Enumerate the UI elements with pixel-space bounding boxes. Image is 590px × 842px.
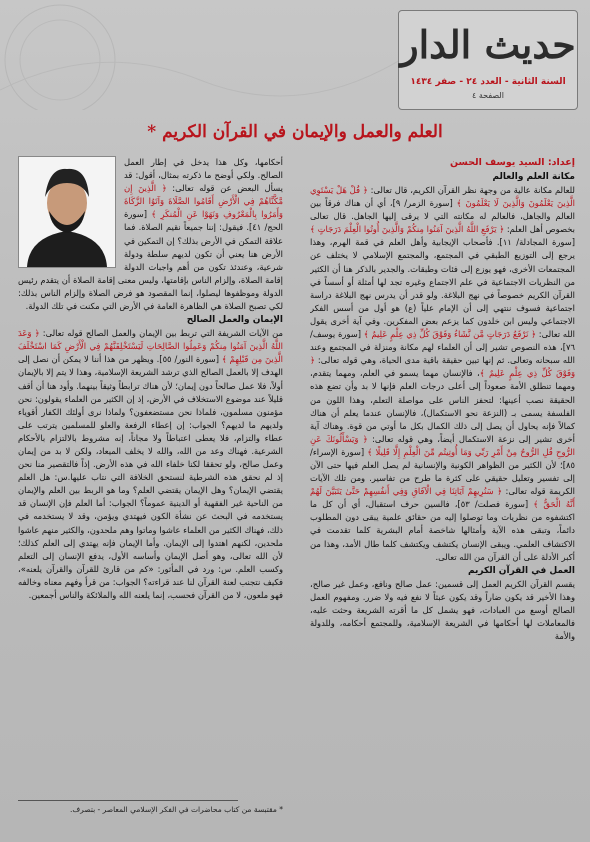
- body-text: [سورة النور/ ٥٥]. ويظهر من هذا أننا لا يمكن أن نصل إلى الهدف إلا بالعمل الصالح الذي ترشد الشريعة الإسلامية، وهذا لا يتم إلا بالإيمان أولاً، فلا عمل صالحاً دون إيمان؛ لأن هناك ترابطاً وثيقاً بينهما. وأود هنا أن أقف قليلاً عند موضوع الاستخلاف في الأرض، إذ إن الكثير من العلماء يقولون: نحن مؤمنون مسلمون، فلماذا نحن مستضعفون؟ ولماذا نرى أولئك الكفار أقوياء ولديهم ما لديهم؟ الجواب: إن إعطاء الرفعة والعلو للمسلمين يترتب على عطاء والتزام، فلا يعطى اعتباطاً ولا مجاناً، إنه مشروط بالالتزام بالأحكام الشرعية. فهناك وعد من الله، والله لا يخلف الميعاد، ولكن لا بد من إيمان وعمل صالح، ولو تحققا لكنا خلفاء الله في هذه الأرض. إذاً فالتقصير منا نحن إذ لم نحقق هذه الشرطية لنستحق الخلافة التي نتاب عليها.: [18, 354, 283, 483]
- masthead-issue-info: السنة الثانية - العدد ٢٤ - صفر ١٤٣٤: [410, 77, 566, 87]
- masthead-page-number: الصفحة ٤: [472, 91, 504, 100]
- quran-verse: ﴿ وَفَوْقَ كُلِّ ذِي عِلْمٍ عَلِيمٌ ﴾: [310, 355, 575, 379]
- quran-verse: ﴿ الَّذِينَ إِن مَّكَّنَّاهُمْ فِي الْأَرْضِ أَقَامُوا الصَّلَاةَ وَآتَوُا الزَّكَاةَ وَأَمَرُوا بِالْمَعْرُوفِ وَنَهَوْا عَنِ الْمُنكَرِ ﴾: [124, 183, 283, 220]
- masthead-title: حديث الدار: [400, 22, 576, 67]
- footnote-divider: [18, 800, 238, 801]
- article-column-right: [310, 156, 575, 836]
- body-text: للعالم مكانة عالية من وجهة نظر القرآن الكريم، قال تعالى:: [367, 185, 575, 195]
- section-heading: العمل في القرآن الكريم: [467, 565, 575, 576]
- footnote: * مقتبسة من كتاب محاضرات في الفكر الإسلامي المعاصر - بتصرف.: [70, 805, 283, 814]
- body-text: [سورة المجادلة/ ١١]. فأصحاب الإيجابية وأهل العلم في قمة الهرم، وهذا يرجع إلى التوزيع الطبقي في المجتمع، والمجتمع الإسلامي لا يختلف عن المجتمعات الأخرى، فهو يوزع إلى فئات وطبقات. والجدير بالذكر هنا أن الكثير من النظريات الاجتماعية في علم الاجتماع وغيره تجد لها أمثلة أو أسساً في القرآن الكريم خصوصاً في نهج البلاغة. ولو قدر أن يدرس نهج البلاغة دراسة اجتماعية فسوف ننتهي إلى أن الإمام علياً (ع) هو أول من أسس الفكر الاجتماعي وليس ابن خلدون كما يزعم بعض المفكرين. وفي آية أخرى يقول الله تعالى:: [310, 237, 575, 340]
- quran-verse: ﴿ يَرْفَعِ اللَّهُ الَّذِينَ آمَنُوا مِنكُمْ وَالَّذِينَ أُوتُوا الْعِلْمَ دَرَجَاتٍ ﴾: [310, 224, 505, 235]
- body-text: ، فالإنسان مهما يسمو في العلم، ومهما يتقدم، ومهما تنطلق الأمة صعوداً إلى أعلى درجات العلم فإنها لا بد وأن تضع هذه الحقيقة نصب أعينها: لتحفز الناس على مواصلة التعلم، وهذا اللون من الفلسفة يسمى بـ (النزعة نحو الاستكمال)، فالإنسان عندما يعلم أن هناك كمالاً فإنه يحاول أن يصل إلى ذلك الكمال بكل ما أوتي من قوة. وهناك آية أخرى تشير إلى نزعة الاستكمال أيضاً، وهي قوله تعالى:: [310, 368, 575, 444]
- section-heading: مكانة العلم والعالم: [492, 172, 575, 182]
- quran-verse: ﴿ قُلْ هَلْ يَسْتَوِي الَّذِينَ يَعْلَمُونَ وَالَّذِينَ لَا يَعْلَمُونَ ﴾: [310, 185, 575, 209]
- body-text: س: هل العلم يقتضي الإيمان؟ وهل الإيمان يقتضي العلم؟ وما هو الربط بين العلم والإيمان من الناحية غير الفقهية أو الدينية عموماً؟ الجواب: أما العلم فإن الإنسان قد يستخدمه في البحث عن نشأة الكون فيهتدي ويؤمن، وقد لا يستخدمه في ذلك، فهناك الكثير من العلماء عاشوا وماتوا وهم ملحدون، والكثير منهم عاشوا ملحدين، لكنهم اهتدوا إلى الإيمان. وأما الإيمان فإنه يهتدي إلى العلم كذلك؛ لأن الله تعالى، وهو أصل الإيمان وأساسه الأول، يدفع الإنسان إلى التعلم وكسب العلم. س: ورد في المأثور: «كم من قارئ للقرآن والقرآن يلعنه»، فكيف نتجنب لعنة القرآن لنا عند قراءته؟ الجواب: من قرأ وفهم معناه وخالفه فهو ملعون، لا من القرآن فحسب، إنما يلعنه الله والملائكة والناس أجمعين.: [18, 472, 283, 600]
- article-title: العلم والعمل والإيمان في القرآن الكريم *: [147, 122, 443, 142]
- article-author: إعداد: السيد يوسف الحسن: [449, 157, 575, 168]
- masthead: [398, 10, 578, 110]
- body-text: أحكامها، وكل هذا يدخل في إطار العمل الصالح. ولكي أوضح ما ذكرته بمثال، أقول: قد يسأل البعض عن قوله تعالى:: [124, 157, 283, 194]
- body-text: [سورة يوسف/ ٧٦]، هذه النصوص تشير إلى أن العلماء لهم مكانة ومنزلة في المجتمع وعند الله سبحانه وتعالى. ثم إنها تبين حقيقة باقية مدى الحياة، وهي قوله تعالى:: [310, 329, 575, 366]
- paragraph: [310, 184, 575, 564]
- quran-verse: ﴿ وَعَدَ اللَّهُ الَّذِينَ آمَنُوا مِنكُمْ وَعَمِلُوا الصَّالِحَاتِ لَيَسْتَخْلِفَنَّهُمْ فِي الْأَرْضِ كَمَا اسْتَخْلَفَ الَّذِينَ مِن قَبْلِهِمْ ﴾: [18, 328, 283, 365]
- section-heading: الإيمان والعمل الصالح: [186, 315, 283, 326]
- body-text: [سورة الحج/ ٤١]. فيقول: إننا جميعاً نقيم الصلاة. فما علاقة التمكن في الأرض بذلك؟ إن التمكين في الأرض هنا يعني أن تكون لديهم سلطة ودولة شرعية، وعندئذ تكون من أهم واجبات الدولة إقامة الصلاة، وإلزام الناس بإقامتها، وليس معنى إقامة الصلاة أن يتقدم رئيس الدولة وموظفوها ليصلوا، إنما المقصود هو فرض الصلاة وإلزام الناس بذلك: لكي تصبح الصلاة هي الظاهرة العامة في الأرض التي مكنت في تلك الدولة.: [18, 209, 283, 312]
- article-column-left: [18, 156, 283, 836]
- quran-verse: ﴿ نَرْفَعُ دَرَجَاتٍ مَّن نَّشَاءُ وَفَوْقَ كُلِّ ذِي عِلْمٍ عَلِيمٌ ﴾: [363, 329, 537, 340]
- body-text: يقسم القرآن الكريم العمل إلى قسمين: عمل صالح ونافع، وعمل غير صالح، وهذا الأخير قد يكون ضاراً وقد يكون عبثاً لا نفع فيه ولا ضرر. ومفهوم العمل الصالح أوسع من العبادات، فهو يشمل كل ما أقرته الشريعة وحثت عليه، فالمعاملات لها أحكامها في الشريعة الإسلامية، وللمجتمع أحكامه، وللدولة والأمة: [310, 578, 575, 642]
- background-decoration: [0, 0, 400, 110]
- author-photo: [18, 156, 116, 268]
- body-text: [سورة الزمر/ ٩]، أي أن هناك فرقاً بين العالم والجاهل، فالعالم له مكانته التي لا يرقى إليها الجاهل. قال تعالى بخصوص أهل العلم:: [310, 198, 575, 235]
- right-column-body: [310, 170, 575, 643]
- body-text: [سورة الإسراء/ ٨٥]؛ لأن الكثير من الظواهر الكونية والإنسانية لم يصل العلم فيها حتى الآن إلى تفسير وتعليل حقيقي على كثرة ما طرح من تفاسير. ومن تلك الآيات الكريمة قوله تعالى:: [310, 446, 575, 497]
- quran-verse: ﴿ وَيَسْأَلُونَكَ عَنِ الرُّوحِ قُلِ الرُّوحُ مِنْ أَمْرِ رَبِّي وَمَا أُوتِيتُم مِّنَ الْعِلْمِ إِلَّا قَلِيلًا ﴾: [310, 433, 575, 457]
- body-text: [سورة فصلت/ ٥٣]، فالسين حرف استقبال، أي أن كل ما اكتشفوه من نظريات وما توصلوا إليه من حقائق علمية يبقى دون المطلوب دائماً، وتبقى هذه الآية وأمثالها شاخصة أمام البشرية كلما تقدمت في الاكتشاف العلمي. ويبقى الإنسان يكتشف ويكتشف كلما طال الأمد، وهذا من أكبر الأدلة على أن القرآن من الله تعالى.: [310, 499, 575, 562]
- paragraph: [18, 327, 283, 602]
- body-text: من الآيات الشريفة التي تربط بين الإيمان والعمل الصالح قوله تعالى:: [39, 328, 283, 339]
- author-portrait-image: [19, 157, 115, 267]
- quran-verse: ﴿ سَنُرِيهِمْ آيَاتِنَا فِي الْآفَاقِ وَفِي أَنفُسِهِمْ حَتَّىٰ يَتَبَيَّنَ لَهُمْ أَنَّهُ الْحَقُّ ﴾: [310, 486, 575, 510]
- paragraph: [310, 578, 575, 643]
